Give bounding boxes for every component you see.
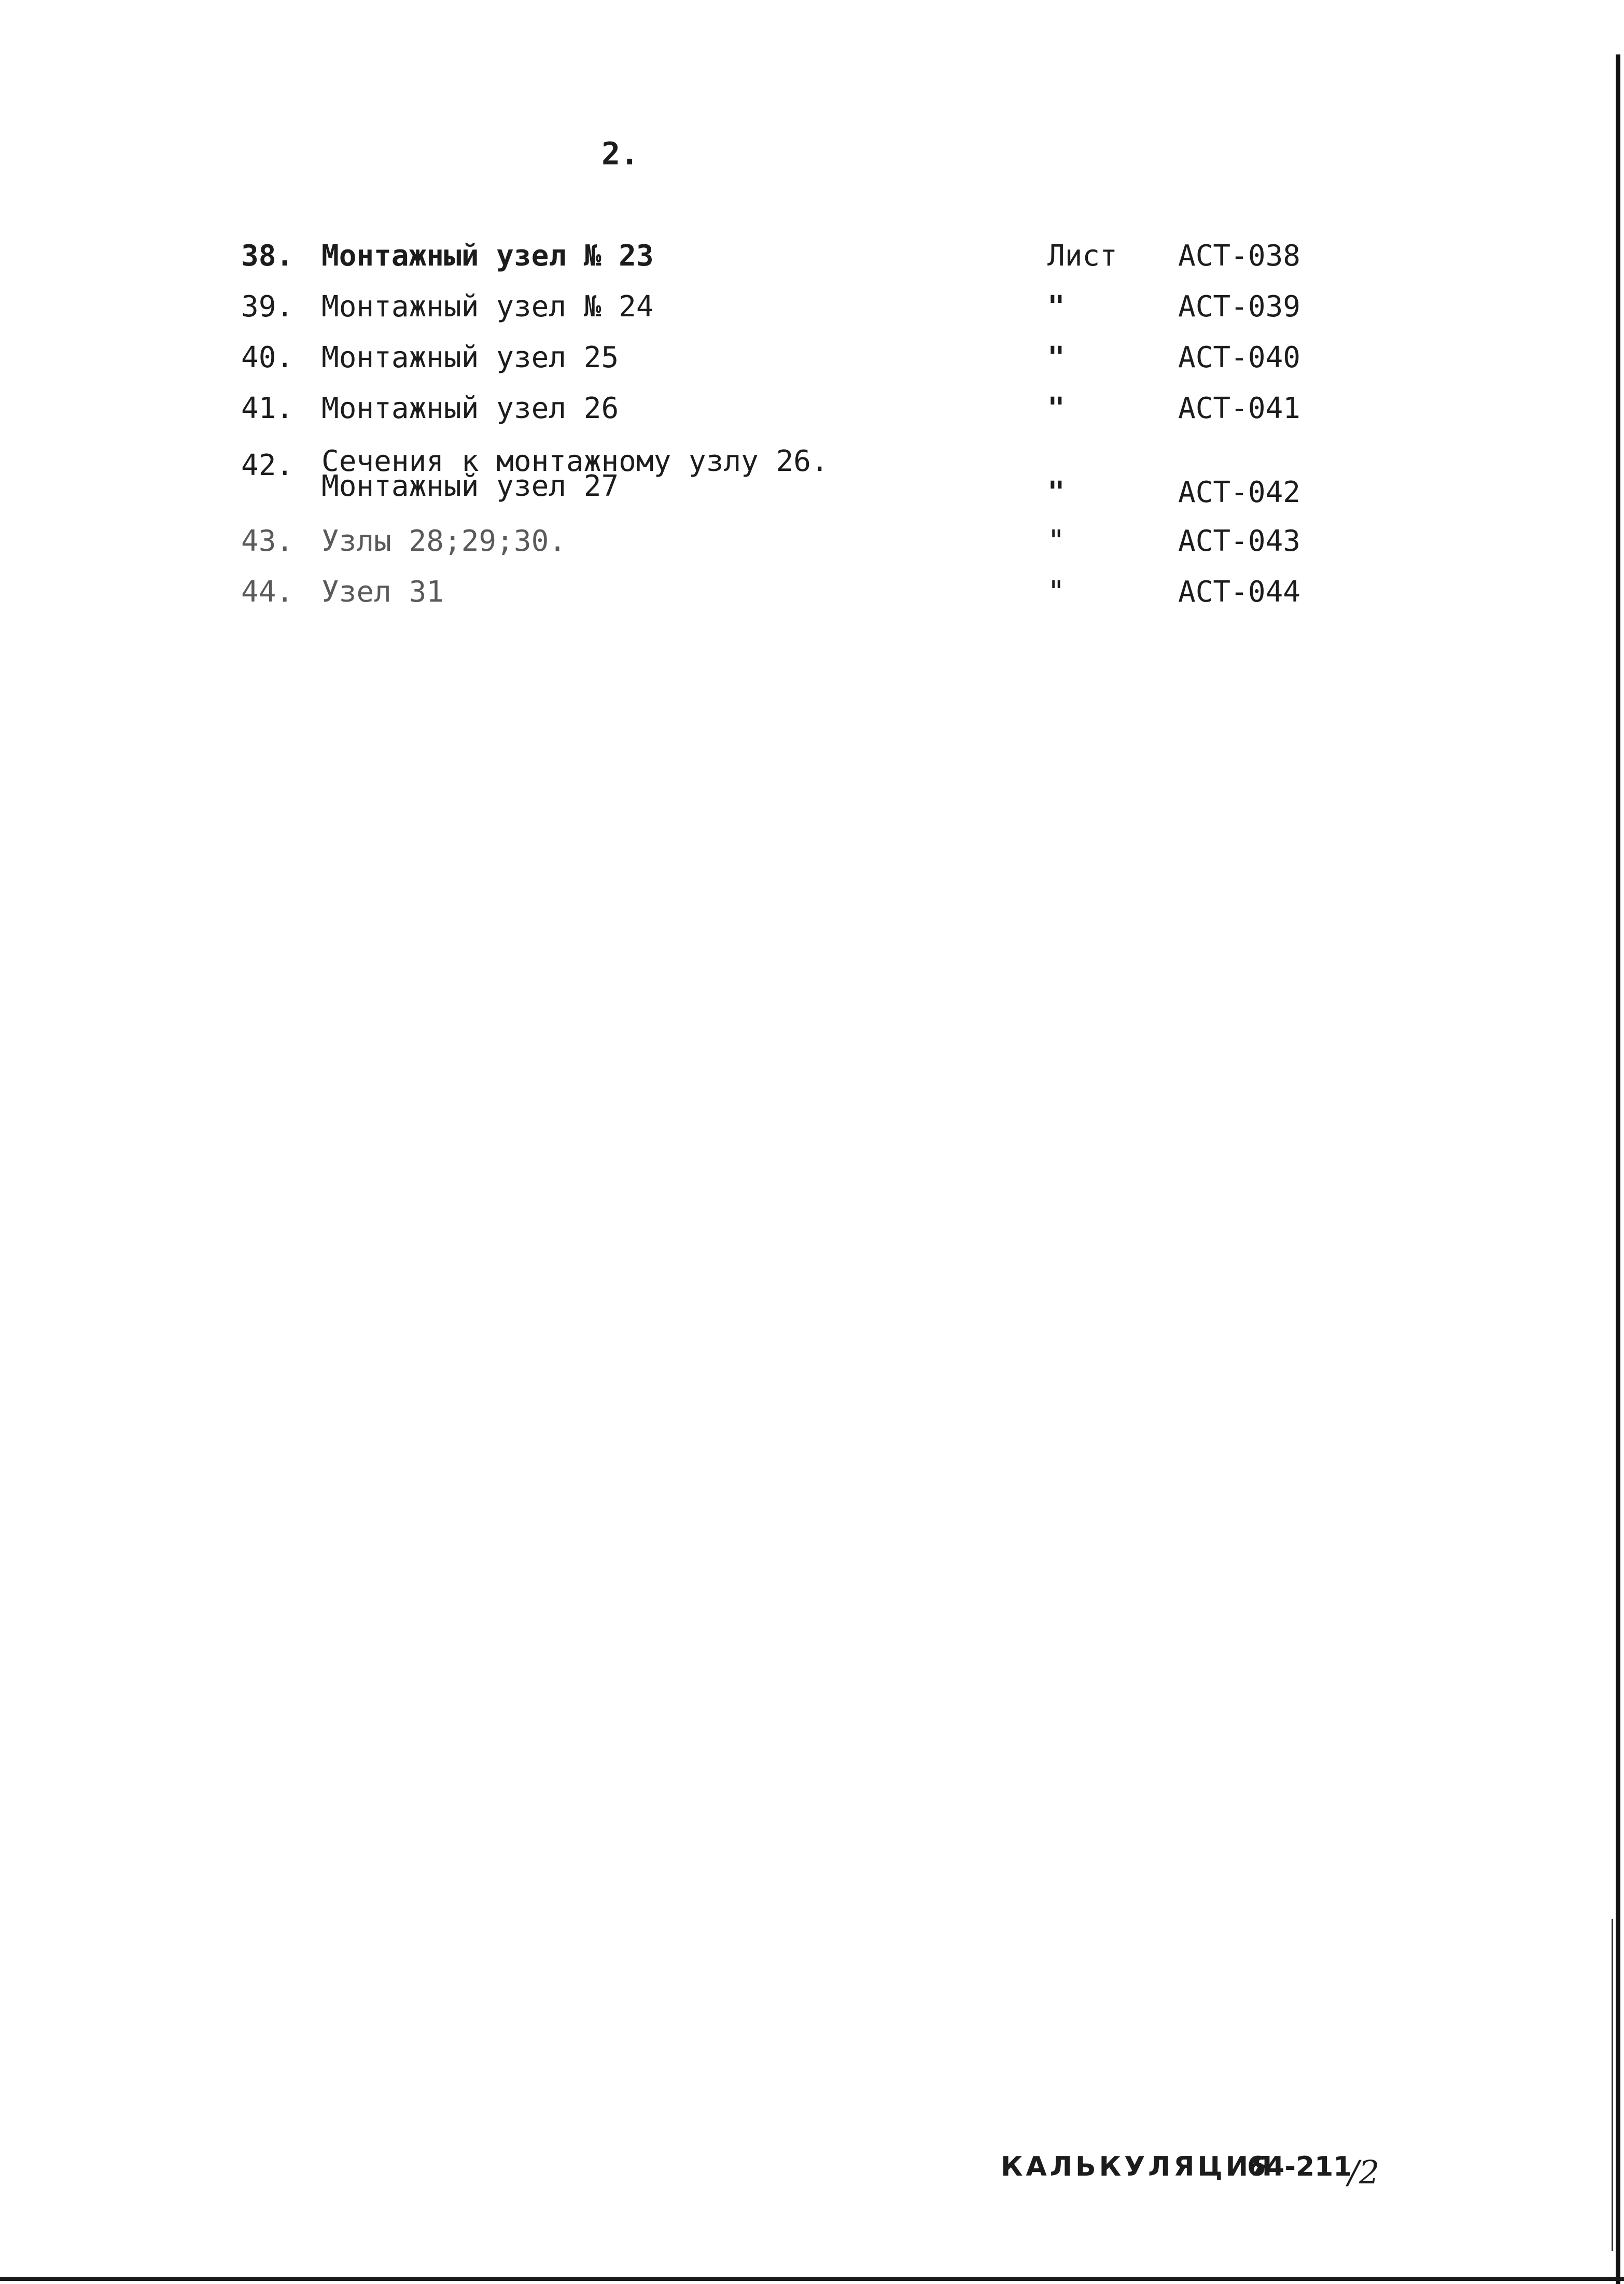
item-code: АСТ-039 <box>1178 290 1301 324</box>
item-kind: " <box>1047 341 1065 374</box>
item-title: Монтажный узел № 23 <box>321 239 654 273</box>
item-title: Сечения к монтажному узлу 26. <box>321 444 829 478</box>
list-item <box>0 576 1624 622</box>
calculation-stamp-number: 64-211 <box>1247 2151 1352 2182</box>
scan-edge-right-inner <box>1612 1919 1613 2251</box>
item-title: Монтажный узел 26 <box>321 392 619 425</box>
item-kind: " <box>1047 476 1065 509</box>
item-number: 44. <box>241 575 294 609</box>
list-item <box>0 525 1624 572</box>
item-title: Монтажный узел 25 <box>321 341 619 374</box>
item-number: 38. <box>241 239 294 273</box>
item-number: 39. <box>241 290 294 324</box>
item-title-line-2: Монтажный узел 27 <box>321 469 619 503</box>
item-title: Узел 31 <box>321 575 444 609</box>
list-item <box>0 341 1624 388</box>
scan-edge-bottom <box>0 2277 1624 2281</box>
item-kind: " <box>1047 524 1065 558</box>
item-title: Монтажный узел № 24 <box>321 290 654 324</box>
item-code: АСТ-040 <box>1178 341 1301 374</box>
page-number: 2. <box>601 136 639 172</box>
item-code: АСТ-042 <box>1178 476 1301 509</box>
item-kind: " <box>1047 290 1065 324</box>
item-kind: " <box>1047 575 1065 609</box>
item-number: 43. <box>241 524 294 558</box>
item-code: АСТ-044 <box>1178 575 1301 609</box>
scan-edge-right <box>1616 54 1620 2284</box>
list-item <box>0 392 1624 439</box>
item-code: АСТ-043 <box>1178 524 1301 558</box>
item-number: 40. <box>241 341 294 374</box>
calculation-stamp-suffix: /2 <box>1348 2153 1380 2191</box>
item-kind: Лист <box>1047 239 1117 273</box>
list-item <box>0 290 1624 337</box>
calculation-stamp-label: КАЛЬКУЛЯЦИЯ <box>1001 2151 1276 2182</box>
item-code: АСТ-038 <box>1178 239 1301 273</box>
item-number: 41. <box>241 392 294 425</box>
list-item <box>0 444 1624 527</box>
item-kind: " <box>1047 392 1065 425</box>
item-title: Узлы 28;29;30. <box>321 524 567 558</box>
item-code: АСТ-041 <box>1178 392 1301 425</box>
list-item <box>0 240 1624 286</box>
item-number: 42. <box>241 449 294 482</box>
